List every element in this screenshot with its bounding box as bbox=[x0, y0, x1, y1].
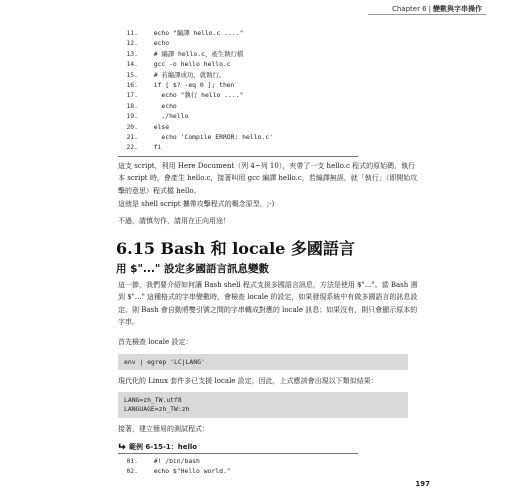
example-label bbox=[118, 442, 197, 452]
code-line bbox=[118, 466, 358, 476]
header-rule bbox=[368, 14, 486, 15]
result-line: LANG=zh_TW.utf8 bbox=[124, 396, 182, 404]
code-line bbox=[118, 111, 358, 121]
line-number: 21. bbox=[126, 133, 138, 142]
code-text: # 若編譯成功，就執行。 bbox=[146, 70, 226, 79]
running-header bbox=[392, 4, 482, 14]
code-text: echo bbox=[146, 101, 177, 110]
line-number: 14. bbox=[126, 60, 138, 69]
code-line bbox=[118, 38, 358, 48]
line-number: 11. bbox=[126, 29, 138, 37]
paragraph-create-test: 接著，建立簡易的測試程式： bbox=[118, 425, 209, 433]
code-line bbox=[118, 142, 358, 152]
code-line bbox=[118, 49, 358, 59]
line-number: 12. bbox=[126, 39, 138, 48]
command-line: env | egrep 'LC|LANG' bbox=[124, 358, 205, 366]
code-text: else bbox=[146, 122, 170, 131]
line-number: 13. bbox=[126, 49, 138, 58]
code-line bbox=[118, 122, 358, 132]
page-number: 197 bbox=[415, 480, 430, 488]
header-separator: | bbox=[428, 5, 431, 13]
command-box bbox=[118, 354, 408, 370]
code-text: echo "編譯 hello.c ...." bbox=[146, 29, 244, 37]
code-text: ./hello bbox=[146, 112, 189, 121]
code-text: if [ $? -eq 0 ]; then bbox=[146, 81, 235, 90]
code-line bbox=[118, 59, 358, 69]
code-text: echo 'Compile ERROR: hello.c' bbox=[146, 133, 273, 142]
code-line bbox=[118, 90, 358, 100]
code-text: echo "執行 hello ...." bbox=[146, 91, 244, 100]
line-number: 20. bbox=[126, 122, 138, 131]
line-number: 18. bbox=[126, 101, 138, 110]
subsection-title: 用 $"..." 設定多國語言訊息變數 bbox=[116, 263, 270, 275]
paragraph-intro: 這一節，我們要介紹如何讓 Bash shell 程式支援多國語言訊息，方法是使用 $"..."。當 Bash 遇到 $"..." 這種格式的字串變數時，會檢查 locale 的設定，如果發現系統中有做多國語言的訊息設定，則 Bash 會自動將雙引號之間的字串轉成對應的 locale 訊息；如果沒有，則只會顯示原本的字串。 bbox=[118, 281, 418, 327]
example-top-rule bbox=[118, 453, 358, 454]
line-number: 15. bbox=[126, 70, 138, 79]
result-box bbox=[118, 392, 408, 418]
line-number: 01. bbox=[126, 457, 138, 465]
code-line bbox=[118, 70, 358, 80]
chapter-title: 變數與字串操作 bbox=[433, 5, 482, 13]
code-line bbox=[118, 101, 358, 111]
line-number: 22. bbox=[126, 143, 138, 152]
paragraph-explanation: 這支 script，利用 Here Document（列 4~列 10），夾帶了一支 hello.c 程式的原始碼，執行本 script 時，會產生 hello.c，接著叫用 gcc 編譯 hello.c，若編譯無誤，就「執行」（即開始攻擊的意思）程式檔 hello。 bbox=[118, 162, 418, 195]
code-listing-rule bbox=[118, 156, 358, 157]
line-number: 02. bbox=[126, 467, 138, 476]
code-line bbox=[118, 132, 358, 142]
code-text: echo $"Hello world." bbox=[146, 467, 231, 476]
chapter-label: Chapter 6 bbox=[391, 5, 427, 13]
code-text: # 編譯 hello.c，產生執行檔 bbox=[146, 49, 244, 58]
code-listing-bottom bbox=[118, 456, 358, 477]
code-line bbox=[118, 28, 358, 38]
code-listing-top bbox=[118, 28, 358, 153]
code-text: fi bbox=[146, 143, 162, 152]
paragraph-concept: 這就是 shell script 攜帶攻擊程式的概念原型，;-) bbox=[118, 200, 275, 208]
example-title: 範例 6-15-1：hello bbox=[129, 443, 198, 451]
line-number: 16. bbox=[126, 81, 138, 90]
code-line bbox=[118, 456, 358, 466]
code-line bbox=[118, 80, 358, 90]
paragraph-check-locale: 首先檢查 locale 設定： bbox=[118, 338, 193, 346]
paragraph-result: 現代化的 Linux 套件多已支援 locale 設定，因此，上式應該會出現以下類似結果： bbox=[118, 377, 378, 385]
section-title: 6.15 Bash 和 locale 多國語言 bbox=[116, 239, 355, 258]
code-text: echo bbox=[146, 39, 170, 48]
line-number: 19. bbox=[126, 112, 138, 121]
code-text: gcc -o hello hello.c bbox=[146, 60, 231, 69]
result-line: LANGUAGE=zh_TW:zh bbox=[124, 404, 190, 413]
line-number: 17. bbox=[126, 91, 138, 100]
code-text: #! /bin/bash bbox=[146, 457, 200, 465]
paragraph-warning: 不過，請慎勿作，請用在正向用途！ bbox=[118, 217, 230, 225]
arrow-down-right-icon bbox=[118, 443, 126, 451]
